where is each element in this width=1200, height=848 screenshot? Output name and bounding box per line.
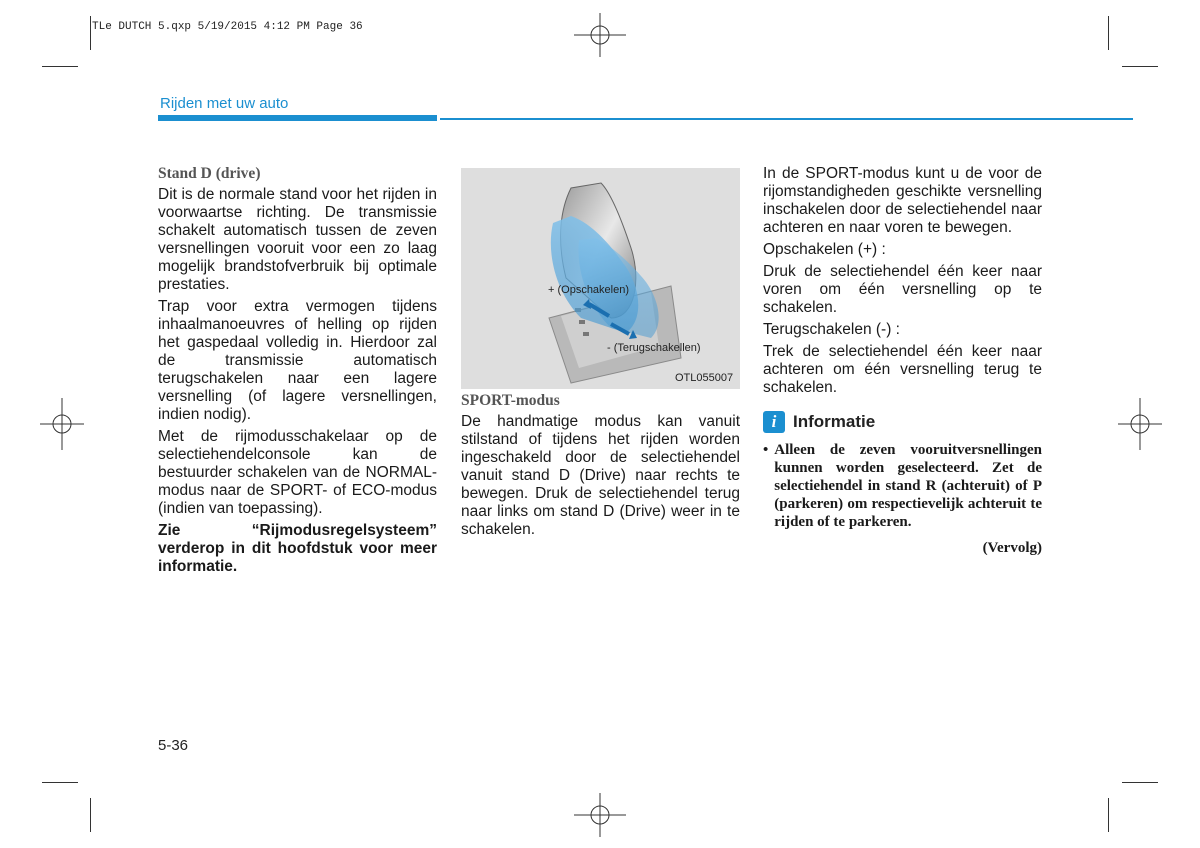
section-title: Rijden met uw auto	[160, 95, 289, 112]
figure-code: OTL055007	[675, 372, 734, 384]
info-bullet	[763, 441, 1042, 531]
registration-mark-icon	[574, 793, 626, 837]
heading-sport-mode: SPORT-modus	[461, 392, 560, 409]
header-rule-thin	[440, 118, 1133, 120]
paragraph: Druk de selectiehendel één keer naar voren om één versnelling op te schakelen.	[763, 263, 1042, 316]
continued-label: (Vervolg)	[982, 540, 1042, 556]
print-slug: TLe DUTCH 5.qxp 5/19/2015 4:12 PM Page 36	[92, 21, 363, 33]
info-heading	[763, 411, 1042, 433]
info-title: Informatie	[793, 412, 876, 431]
registration-mark-icon	[40, 398, 84, 450]
page-number: 5-36	[158, 737, 189, 754]
paragraph: De handmatige modus kan vanuit stilstand of tijdens het rijden worden ingeschakeld door de selectiehendel vanuit stand D (Drive) naar rechts te bewegen. Druk de selectiehendel terug naar links om stand D (Drive) weer in te schakelen.	[461, 413, 740, 538]
bullet-mark: •	[763, 442, 769, 458]
header-rule-thick	[158, 115, 437, 121]
middle-column	[461, 392, 740, 543]
callout-downshift: - (Terugschakellen)	[607, 342, 701, 354]
upshift-label: Opschakelen (+) :	[763, 241, 886, 258]
paragraph: Dit is de normale stand voor het rijden in voorwaartse richting. De transmissie schakelt automatisch tussen de zeven versnellingen vooruit voor een zo laag mogelijk brandstofverbruik bij optimale prestaties.	[158, 186, 437, 293]
bold-note: Zie “Rijmodusregelsysteem” verderop in dit hoofdstuk voor meer informatie.	[158, 522, 437, 575]
gear-shifter-figure	[461, 168, 740, 389]
info-icon: i	[763, 411, 785, 433]
downshift-label: Terugschakelen (-) :	[763, 321, 900, 338]
registration-mark-icon	[574, 13, 626, 57]
info-bullet-text: Alleen de zeven vooruitversnellingen kunnen worden geselecteerd. Zet de selectiehendel in stand R (achteruit) of P (parkeren) om respectievelijk achteruit te rijden of te parkeren.	[774, 442, 1042, 530]
paragraph: Trek de selectiehendel één keer naar achteren om één versnelling terug te schakelen.	[763, 343, 1042, 396]
paragraph: Trap voor extra vermogen tijdens inhaalmanoeuvres of helling op rijden het gaspedaal volledig in. Hierdoor zal de transmissie automatisch terugschakelen naar een lagere versnelling (of lagere versnellingen, indien nodig).	[158, 298, 437, 423]
paragraph: Met de rijmodusschakelaar op de selectiehendelconsole kan de bestuurder schakelen van de NORMAL-modus naar de SPORT- of ECO-modus (indien van toepassing).	[158, 428, 437, 517]
callout-upshift: + (Opschakelen)	[548, 284, 630, 296]
left-column	[158, 165, 437, 580]
right-column	[763, 165, 1042, 557]
registration-mark-icon	[1118, 398, 1162, 450]
gear-shifter-illustration	[461, 168, 740, 389]
paragraph: In de SPORT-modus kunt u de voor de rijomstandigheden geschikte versnelling inschakelen door de selectiehendel naar achteren en naar voren te bewegen.	[763, 165, 1042, 236]
heading-stand-d: Stand D (drive)	[158, 165, 261, 182]
